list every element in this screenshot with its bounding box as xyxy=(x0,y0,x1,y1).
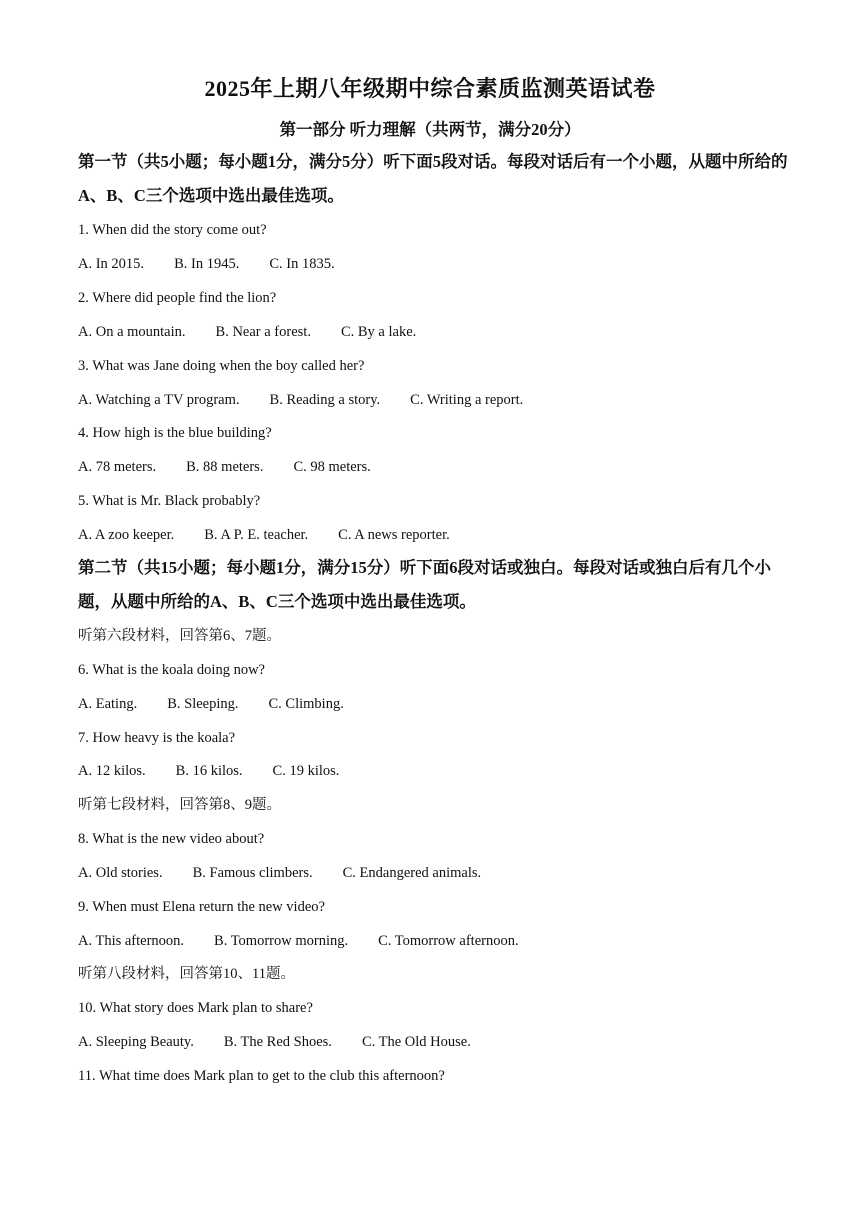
listening-note-8-9: 听第七段材料，回答第8、9题。 xyxy=(78,797,281,813)
question-10: 10. What story does Mark plan to share? xyxy=(78,1000,313,1016)
option-b: B. A P. E. teacher. xyxy=(204,527,309,543)
option-b: B. Sleeping. xyxy=(167,696,239,712)
option-b: B. The Red Shoes. xyxy=(223,1034,332,1050)
question-4: 4. How high is the blue building? xyxy=(78,425,272,441)
option-b: B. Reading a story. xyxy=(269,392,381,408)
option-b: B. In 1945. xyxy=(174,256,240,272)
option-c: C. By a lake. xyxy=(340,324,417,340)
question-6: 6. What is the koala doing now? xyxy=(78,662,265,678)
option-b: B. Famous climbers. xyxy=(192,865,313,881)
option-b: B. 88 meters. xyxy=(186,459,264,475)
option-b: B. 16 kilos. xyxy=(175,763,243,779)
options-2 xyxy=(78,322,798,342)
option-c: C. The Old House. xyxy=(361,1034,471,1050)
question-2: 2. Where did people find the lion? xyxy=(78,290,277,306)
part-heading: 第一部分 听力理解（共两节，满分20分） xyxy=(279,120,581,139)
options-4 xyxy=(78,457,798,477)
listening-note-6-7: 听第六段材料，回答第6、7题。 xyxy=(78,628,281,644)
options-10 xyxy=(78,1032,798,1052)
option-c: C. Climbing. xyxy=(268,696,344,712)
question-9: 9. When must Elena return the new video? xyxy=(78,899,325,915)
option-a: A. This afternoon. xyxy=(78,933,185,949)
option-a: A. In 2015. xyxy=(78,256,145,272)
option-c: C. Endangered animals. xyxy=(342,865,482,881)
question-7: 7. How heavy is the koala? xyxy=(78,730,236,746)
option-a: A. Old stories. xyxy=(78,865,163,881)
option-b: B. Near a forest. xyxy=(215,324,311,340)
question-11: 11. What time does Mark plan to get to the club this afternoon? xyxy=(78,1068,445,1084)
option-c: C. A news reporter. xyxy=(338,527,450,543)
option-c: C. 19 kilos. xyxy=(272,763,340,779)
option-a: A. Sleeping Beauty. xyxy=(78,1034,194,1050)
options-6 xyxy=(78,694,798,714)
options-1 xyxy=(78,254,798,274)
exam-title: 2025年上期八年级期中综合素质监测英语试卷 xyxy=(204,76,656,101)
options-7 xyxy=(78,761,798,781)
option-a: A. 12 kilos. xyxy=(78,763,146,779)
option-a: A. Watching a TV program. xyxy=(78,392,240,408)
option-a: A. 78 meters. xyxy=(78,459,157,475)
section1-heading: 第一节（共5小题；每小题1分，满分5分）听下面5段对话。每段对话后有一个小题，从题中所给的A、B、C三个选项中选出最佳选项。 xyxy=(78,152,788,205)
option-a: A. A zoo keeper. xyxy=(78,527,175,543)
options-9 xyxy=(78,931,798,951)
option-c: C. Tomorrow afternoon. xyxy=(378,933,519,949)
option-a: A. On a mountain. xyxy=(78,324,186,340)
option-a: A. Eating. xyxy=(78,696,138,712)
option-b: B. Tomorrow morning. xyxy=(214,933,349,949)
question-1: 1. When did the story come out? xyxy=(78,222,267,238)
question-3: 3. What was Jane doing when the boy called her? xyxy=(78,358,365,374)
option-c: C. In 1835. xyxy=(269,256,335,272)
question-8: 8. What is the new video about? xyxy=(78,831,265,847)
options-3 xyxy=(78,390,798,410)
option-c: C. 98 meters. xyxy=(293,459,371,475)
options-5 xyxy=(78,525,798,545)
question-5: 5. What is Mr. Black probably? xyxy=(78,493,261,509)
section2-heading: 第二节（共15小题；每小题1分，满分15分）听下面6段对话或独白。每段对话或独白后有几个小题，从题中所给的A、B、C三个选项中选出最佳选项。 xyxy=(78,558,771,611)
listening-note-10-11: 听第八段材料，回答第10、11题。 xyxy=(78,966,295,982)
option-c: C. Writing a report. xyxy=(410,392,524,408)
options-8 xyxy=(78,863,798,883)
